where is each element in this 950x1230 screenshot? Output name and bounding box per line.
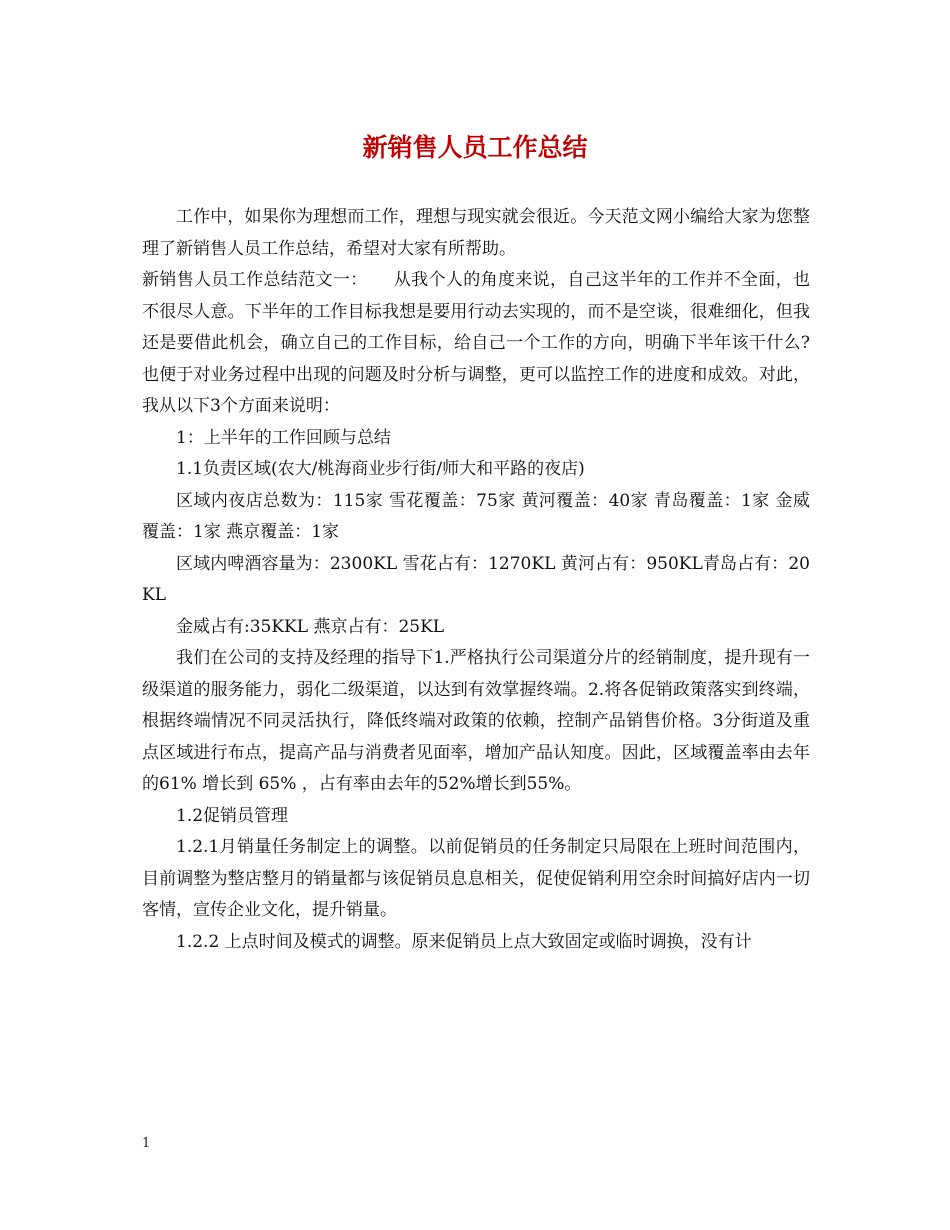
paragraph: 新销售人员工作总结范文一： 从我个人的角度来说，自己这半年的工作并不全面，也不很尽人意。下半年的工作目标我想是要用行动去实现的，而不是空谈，很难细化，但我还是要借此机会，确立自己的工作目标，给自己一个工作的方向，明确下半年该干什么?也便于对业务过程中出现的问题及时分析与调整，更可以监控工作的进度和成效。对此，我从以下3个方面来说明： (142, 270, 810, 416)
document-title: 新销售人员工作总结 (362, 133, 588, 162)
section-heading: 1：上半年的工作回顾与总结 (176, 427, 391, 448)
paragraph: 区域内夜店总数为：115家 雪花覆盖：75家 黄河覆盖：40家 青岛覆盖：1家 金威覆盖：1家 燕京覆盖：1家 (142, 490, 810, 542)
paragraph: 1.2.1月销量任务制定上的调整。以前促销员的任务制定只局限在上班时间范围内，目前调整为整店整月的销量都与该促销员息息相关，促使促销利用空余时间搞好店内一切客情，宣传企业文化，提升销量。 (142, 837, 810, 920)
document-body (142, 202, 810, 958)
paragraph: 我们在公司的支持及经理的指导下1.严格执行公司渠道分片的经销制度，提升现有一级渠道的服务能力，弱化二级渠道，以达到有效掌握终端。2.将各促销政策落实到终端，根据终端情况不同灵活执行，降低终端对政策的依赖，控制产品销售价格。3分街道及重点区域进行布点，提高产品与消费者见面率，增加产品认知度。因此，区域覆盖率由去年的61% 增长到 65% ，占有率由去年的52%增长到55%。 (142, 648, 810, 794)
paragraph: 区域内啤酒容量为：2300KL 雪花占有：1270KL 黄河占有：950KL青岛占有：20KL (142, 553, 810, 605)
page-number: 1 (142, 1136, 151, 1151)
paragraph: 金威占有:35KKL 燕京占有：25KL (176, 616, 445, 637)
subsection-heading: 1.2促销员管理 (176, 805, 289, 826)
subsection-heading: 1.1负责区域(农大/桃海商业步行街/师大和平路的夜店) (176, 459, 585, 479)
paragraph: 工作中，如果你为理想而工作，理想与现实就会很近。今天范文网小编给大家为您整理了新销售人员工作总结，希望对大家有所帮助。 (142, 207, 810, 259)
paragraph: 1.2.2 上点时间及模式的调整。原来促销员上点大致固定或临时调换，没有计 (176, 931, 752, 952)
